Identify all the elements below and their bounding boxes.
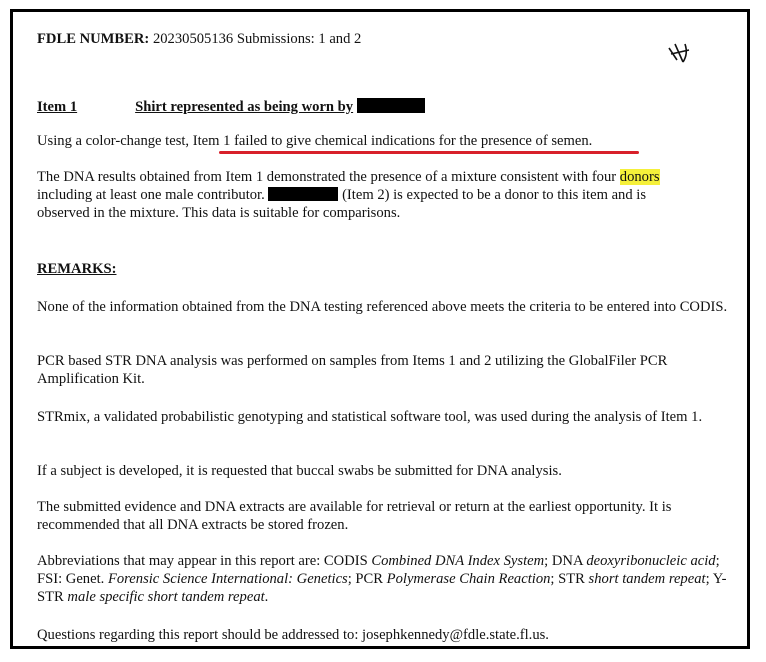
abbrev-italic: short tandem repeat: [588, 571, 706, 587]
remarks-pcr: PCR based STR DNA analysis was performed on samples from Items 1 and 2 utilizing the GlobalFiler PCR Amplification Kit.: [37, 353, 668, 387]
abbrev-text: ; DNA: [544, 553, 587, 569]
abbrev-italic: male specific short tandem repeat: [67, 589, 265, 605]
abbrev-text: ; Y-STR: [37, 571, 727, 605]
abbrev-text: ; FSI: Genet.: [37, 553, 720, 587]
fdle-number-value: 20230505136 Submissions: 1 and 2: [152, 31, 362, 47]
remarks-questions: Questions regarding this report should be addressed to: josephkennedy@fdle.state.fl.us.: [37, 627, 549, 643]
remarks-heading: REMARKS:: [37, 261, 117, 277]
dna-result-text-1: The DNA results obtained from Item 1 demonstrated the presence of a mixture consistent with four: [37, 169, 620, 185]
abbrev-text: ; PCR: [347, 571, 387, 587]
document-frame: [10, 9, 750, 649]
remarks-evidence: The submitted evidence and DNA extracts are available for retrieval or return at the earliest opportunity. It is recommended that all DNA extracts be stored frozen.: [37, 499, 672, 533]
fdle-number-label: FDLE NUMBER:: [37, 31, 150, 47]
dna-result-text-2b: (Item 2) is expected to be a donor to this item and is: [338, 187, 647, 203]
color-change-test-line: [37, 132, 592, 150]
color-test-result: Item 1 failed to give chemical indications for the presence of semen.: [192, 133, 593, 149]
abbrev-italic: deoxyribonucleic acid: [586, 553, 716, 569]
item-number: Item 1: [37, 99, 78, 115]
item-heading: [37, 98, 425, 116]
abbrev-text: Abbreviations that may appear in this report are: CODIS: [37, 553, 372, 569]
dna-result-text-3: observed in the mixture. This data is suitable for comparisons.: [37, 205, 401, 221]
dna-result-line-2: [37, 186, 646, 204]
dna-result-line-3: [37, 204, 400, 222]
initials-signature-icon: [665, 40, 693, 66]
abbrev-italic: Combined DNA Index System: [371, 553, 545, 569]
dna-result-text-2a: including at least one male contributor.: [37, 187, 269, 203]
fdle-number-line: [37, 30, 361, 48]
remarks-strmix: STRmix, a validated probabilistic genotyping and statistical software tool, was used during the analysis of Item 1.: [37, 409, 703, 425]
dna-result-line-1: [37, 168, 660, 186]
donors-highlight: donors: [619, 169, 660, 185]
abbrev-text: .: [264, 589, 269, 605]
remarks-codis: None of the information obtained from the DNA testing referenced above meets the criteria to be entered into CODIS.: [37, 299, 728, 315]
color-test-prefix: Using a color-change test,: [37, 133, 193, 149]
abbrev-text: ; STR: [550, 571, 589, 587]
item-description: Shirt represented as being worn by: [135, 99, 354, 115]
abbrev-italic: Forensic Science International: Genetics: [107, 571, 348, 587]
abbrev-italic: Polymerase Chain Reaction: [386, 571, 551, 587]
red-underline-mark: [219, 151, 639, 154]
redacted-subject: [268, 187, 338, 201]
remarks-buccal: If a subject is developed, it is requested that buccal swabs be submitted for DNA analysis.: [37, 463, 562, 479]
redacted-name: [357, 98, 425, 113]
remarks-abbreviations: [37, 552, 737, 606]
